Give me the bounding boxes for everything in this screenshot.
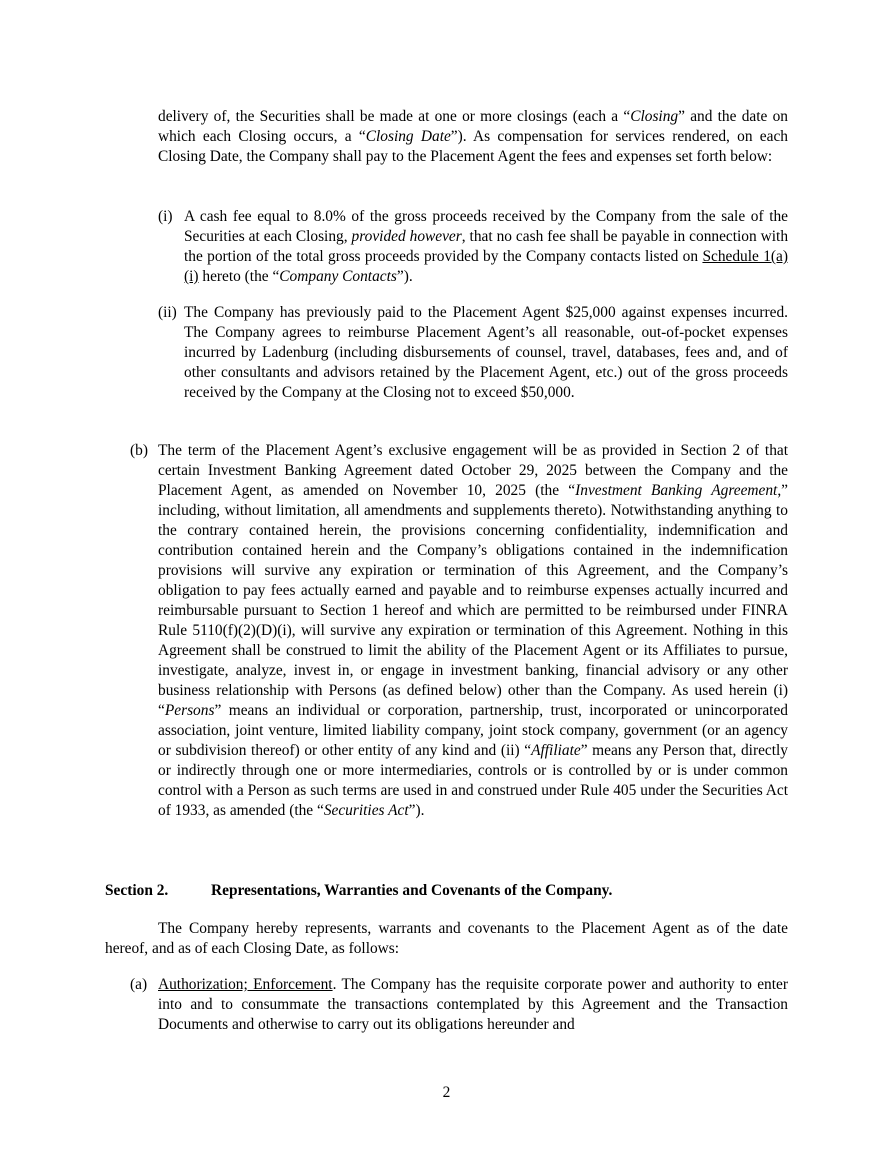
term-closing-date: Closing Date [365, 128, 451, 145]
item-b-label: (b) [130, 442, 148, 459]
section-title: Representations, Warranties and Covenants of the Company. [211, 882, 613, 899]
item-i-label: (i) [158, 208, 173, 225]
intro-text-3: ”). As compensation for services rendered, on each Closing Date, the Company shall pay to the Placement Agent the fees and expenses set forth below: [158, 128, 788, 165]
item-i [158, 207, 788, 287]
item-i-text [184, 207, 788, 287]
term-provided-however: provided however [351, 228, 462, 245]
section-2-intro: The Company hereby represents, warrants and covenants to the Placement Agent as of the date hereof, and as of each Closing Date, as follows: [105, 920, 788, 957]
item-b-text-4: ” means any Person that, directly or indirectly through one or more intermediaries, controls or is controlled by or is under common control with a Person as such terms are used in and construed under Rule 405 under the Securities Act of 1933, as amended (the “ [158, 742, 788, 819]
intro-paragraph [158, 107, 788, 167]
item-a-label: (a) [130, 976, 148, 993]
item-b-text [158, 441, 788, 821]
item-b-text-2: ,” including, without limitation, all amendments and supplements thereto). Notwithstanding anything to the contrary contained herein, the provisions concerning confidentiality, indemnification and contribution contained herein and the Company’s obligations contained in the indemnification provisions will survive any expiration or termination of this Agreement, and the Company’s obligation to pay fees actually earned and payable and to reimburse expenses actually incurred and reimbursable pursuant to Section 1 hereof and which are permitted to be reimbursed under FINRA Rule 5110(f)(2)(D)(i), will survive any expiration or termination of this Agreement. Nothing in this Agreement shall be construed to limit the ability of the Placement Agent or its Affiliates to pursue, investigate, analyze, invest in, or engage in investment banking, financial advisory or any other business relationship with Persons (as defined below) other than the Company. As used herein (i) “ [158, 482, 789, 719]
section-number: Section 2. [105, 882, 169, 899]
item-a-text [158, 975, 788, 1035]
item-i-text-4: ”). [396, 268, 413, 285]
item-a-body: . The Company has the requisite corporate power and authority to enter into and to consummate the transactions contemplated by this Agreement and the Transaction Documents and otherwise to carry out its obligations hereunder and [158, 976, 788, 1033]
item-ii-label: (ii) [158, 304, 177, 321]
term-company-contacts: Company Contacts [279, 268, 397, 285]
item-ii [158, 303, 788, 403]
term-closing: Closing [630, 108, 679, 125]
intro-text-1: delivery of, the Securities shall be made at one or more closings (each a “ [158, 108, 631, 125]
item-i-text-3: hereto (the “ [198, 268, 280, 285]
item-b-text-1: The term of the Placement Agent’s exclusive engagement will be as provided in Section 2 of that certain Investment Banking Agreement dated October 29, 2025 between the Company and the Placement Agent, as amended on November 10, 2025 (the “ [158, 442, 788, 499]
item-i-text-1: A cash fee equal to 8.0% of the gross proceeds received by the Company from the sale of the Securities at each Closing, [184, 208, 788, 245]
term-persons: Persons [164, 702, 215, 719]
term-investment-banking-agreement: Investment Banking Agreement [575, 482, 778, 499]
page-number: 2 [442, 1084, 451, 1101]
item-a [130, 975, 788, 1035]
section-2-heading [105, 881, 612, 901]
item-b [130, 441, 788, 821]
item-a-heading: Authorization; Enforcement [158, 976, 333, 993]
intro-text-2: ” and the date on which each Closing occurs, a “ [158, 108, 788, 145]
schedule-reference: Schedule 1(a)(i) [184, 248, 788, 285]
term-securities-act: Securities Act [323, 802, 409, 819]
item-i-text-2: , that no cash fee shall be payable in connection with the portion of the total gross proceeds provided by the Company contacts listed on [184, 228, 789, 265]
item-b-text-3: ” means an individual or corporation, partnership, trust, incorporated or unincorporated association, joint venture, limited liability company, joint stock company, government (or an agency or subdivision thereof) or other entity of any kind and (ii) “ [158, 702, 788, 759]
item-ii-text: The Company has previously paid to the Placement Agent $25,000 against expenses incurred. The Company agrees to reimburse Placement Agent’s all reasonable, out-of-pocket expenses incurred by Ladenburg (including disbursements of counsel, travel, databases, fees and, and of other consultants and advisors retained by the Placement Agent, etc.) out of the gross proceeds received by the Company at the Closing not to exceed $50,000. [184, 304, 788, 401]
term-affiliate: Affiliate [531, 742, 581, 759]
item-b-text-5: ”). [408, 802, 425, 819]
